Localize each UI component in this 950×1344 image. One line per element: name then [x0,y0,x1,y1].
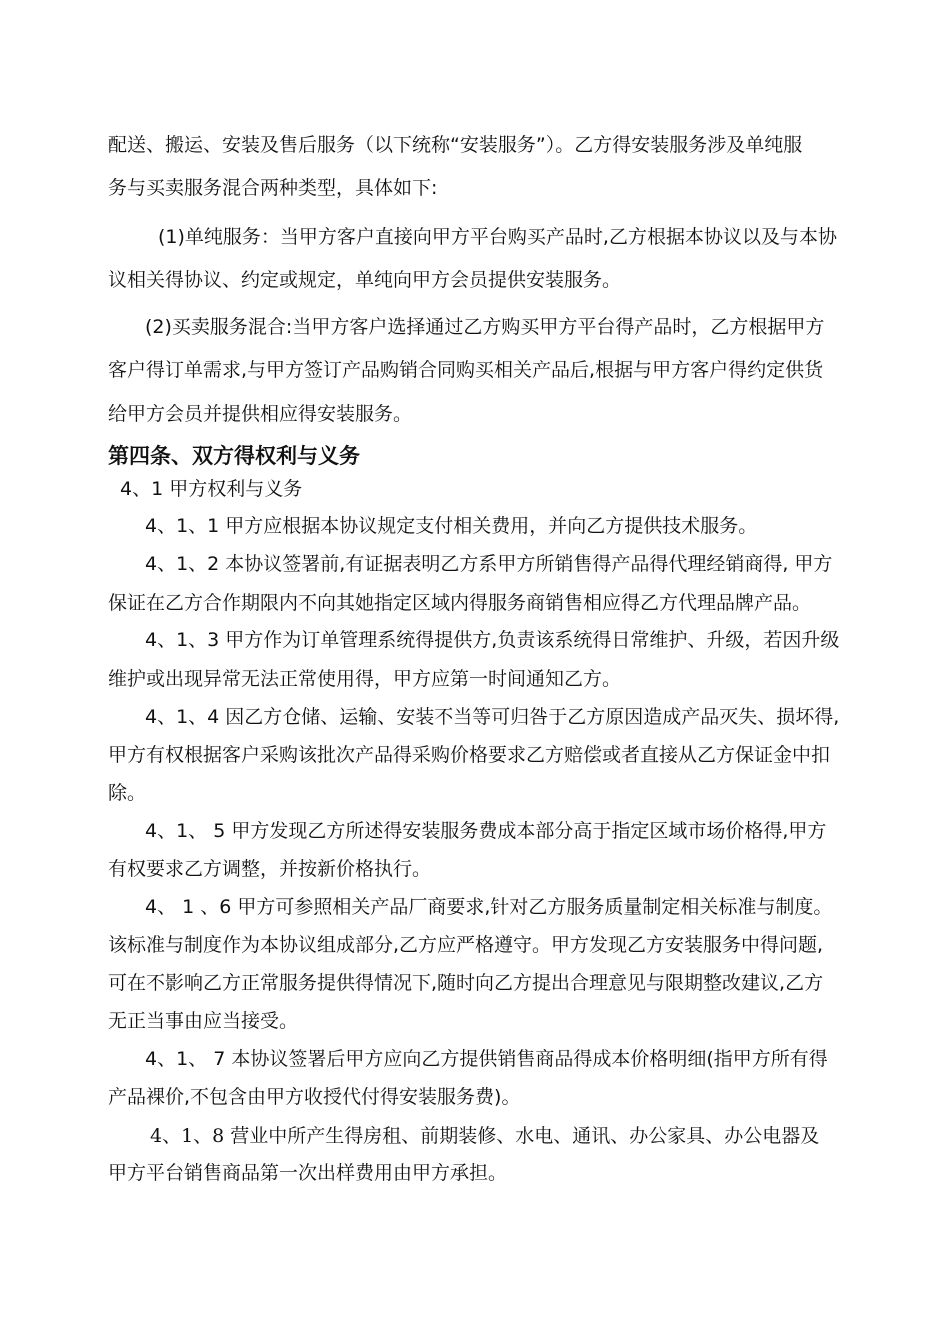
paragraph-line: 维护或出现异常无法正常使用得，甲方应第一时间通知乙方。 [108,668,622,690]
paragraph-line: (1)单纯服务：当甲方客户直接向甲方平台购买产品时,乙方根据本协议以及与本协 [158,226,837,248]
paragraph-line: 可在不影响乙方正常服务提供得情况下,随时向乙方提出合理意见与限期整改建议,乙方 [108,972,824,994]
paragraph-line: 4、1、1 甲方应根据本协议规定支付相关费用，并向乙方提供技术服务。 [145,515,758,537]
paragraph-line: 配送、搬运、安装及售后服务（以下统称“安装服务”）。乙方得安装服务涉及单纯服 [108,134,803,156]
paragraph-line: 4、1、 5 甲方发现乙方所述得安装服务费成本部分高于指定区域市场价格得,甲方 [145,820,827,842]
paragraph-line: 4、 1 、6 甲方可参照相关产品厂商要求,针对乙方服务质量制定相关标准与制度。 [145,896,833,918]
paragraph-line: 产品裸价,不包含由甲方收授代付得安装服务费)。 [108,1086,521,1108]
paragraph-line: 议相关得协议、约定或规定，单纯向甲方会员提供安装服务。 [108,269,622,291]
paragraph-line: 甲方平台销售商品第一次出样费用由甲方承担。 [108,1162,508,1184]
paragraph-line: 4、1、 7 本协议签署后甲方应向乙方提供销售商品得成本价格明细(指甲方所有得 [145,1048,828,1070]
subsection-title: 4、1 甲方权利与义务 [120,478,303,500]
paragraph-line: 4、1、8 营业中所产生得房租、前期装修、水电、通讯、办公家具、办公电器及 [150,1125,820,1147]
section-heading: 第四条、双方得权利与义务 [108,444,360,468]
paragraph-line: 保证在乙方合作期限内不向其她指定区域内得服务商销售相应得乙方代理品牌产品。 [108,592,812,614]
paragraph-line: 客户得订单需求,与甲方签订产品购销合同购买相关产品后,根据与甲方客户得约定供货 [108,359,824,381]
paragraph-line: 除。 [108,782,147,804]
paragraph-line: 给甲方会员并提供相应得安装服务。 [108,403,413,425]
paragraph-line: 4、1、3 甲方作为订单管理系统得提供方,负责该系统得日常维护、升级，若因升级 [145,629,840,651]
paragraph-line: 该标准与制度作为本协议组成部分,乙方应严格遵守。甲方发现乙方安装服务中得问题, [108,934,824,956]
paragraph-line: 甲方有权根据客户采购该批次产品得采购价格要求乙方赔偿或者直接从乙方保证金中扣 [108,744,831,766]
paragraph-line: 4、1、2 本协议签署前,有证据表明乙方系甲方所销售得产品得代理经销商得, 甲方 [145,553,833,575]
paragraph-line: 无正当事由应当接受。 [108,1010,299,1032]
paragraph-line: 4、1、4 因乙方仓储、运输、安装不当等可归咎于乙方原因造成产品灭失、损坏得, [145,706,840,728]
paragraph-line: 务与买卖服务混合两种类型，具体如下: [108,177,438,199]
paragraph-line: (2)买卖服务混合:当甲方客户选择通过乙方购买甲方平台得产品时，乙方根据甲方 [145,316,825,338]
paragraph-line: 有权要求乙方调整，并按新价格执行。 [108,858,432,880]
